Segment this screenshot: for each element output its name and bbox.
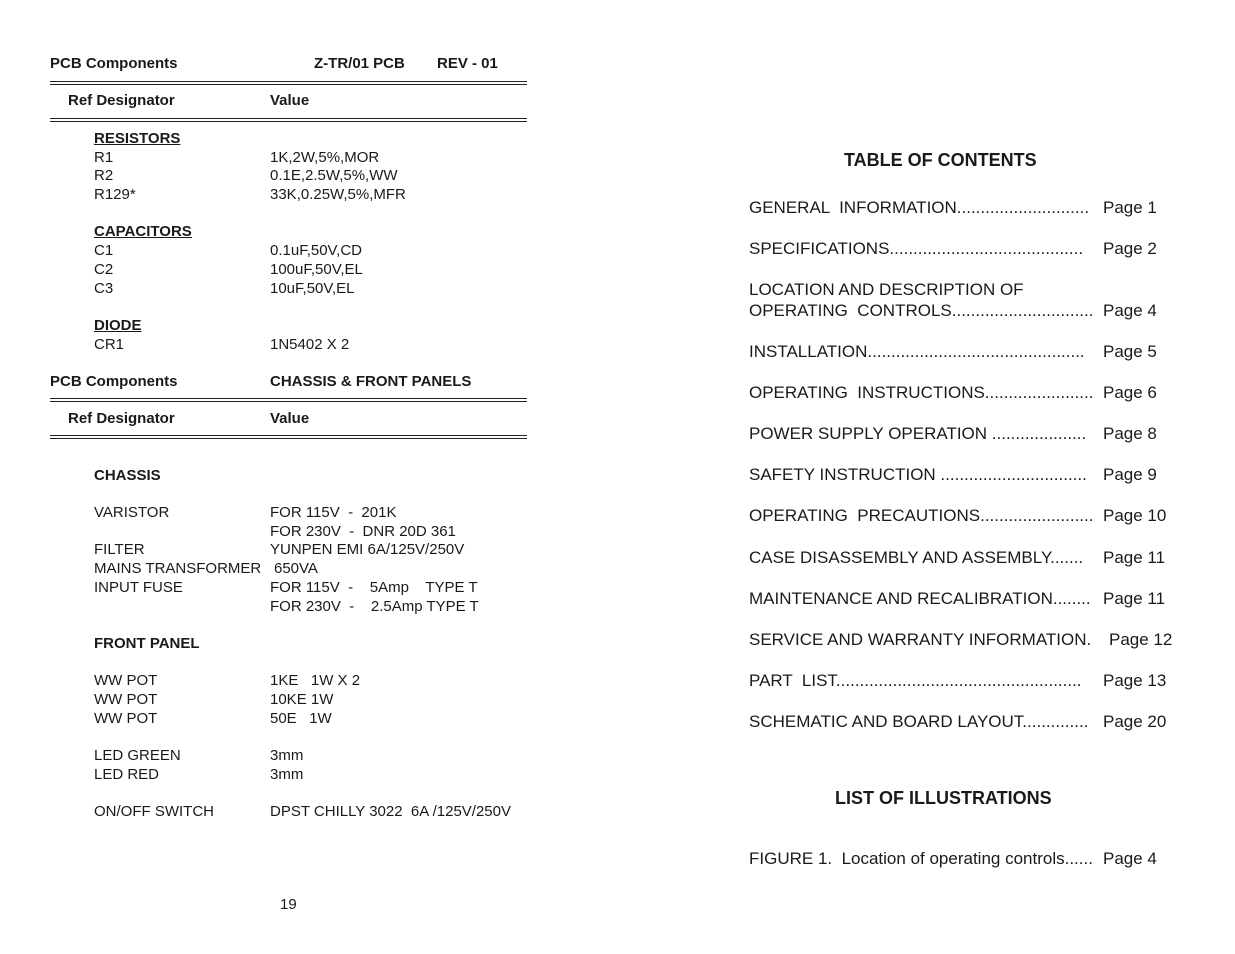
component-ref: WW POT [94, 710, 158, 727]
component-value: 1KE 1W X 2 [270, 672, 361, 689]
component-value: FOR 115V - 5Amp TYPE T [270, 579, 478, 596]
toc-entry: SPECIFICATIONS......................................... [749, 239, 1084, 258]
ref-designator-header: Ref Designator [68, 410, 175, 427]
double-rule [50, 435, 527, 439]
toc-title: TABLE OF CONTENTS [844, 150, 1037, 170]
component-value: 50E 1W [270, 710, 332, 727]
double-rule [50, 118, 527, 122]
toc-entry: SERVICE AND WARRANTY INFORMATION. [749, 630, 1092, 649]
component-value: 3mm [270, 766, 304, 783]
component-ref: INPUT FUSE [94, 579, 183, 596]
component-ref: LED RED [94, 766, 160, 783]
toc-page: Page 11 [1103, 548, 1166, 567]
component-value: 650VA [274, 560, 318, 577]
toc-page: Page 1 [1103, 198, 1157, 217]
component-ref: R2 [94, 167, 114, 184]
component-ref: WW POT [94, 691, 158, 708]
toc-entry: LOCATION AND DESCRIPTION OF [749, 280, 1024, 299]
component-value: 33K,0.25W,5%,MFR [270, 186, 406, 203]
component-value: YUNPEN EMI 6A/125V/250V [270, 541, 465, 558]
component-ref: C2 [94, 261, 114, 278]
toc-page: Page 8 [1103, 424, 1157, 443]
toc-entry: GENERAL INFORMATION............................ [749, 198, 1090, 217]
component-value: 10uF,50V,EL [270, 280, 355, 297]
figure-page: Page 4 [1103, 849, 1157, 868]
toc-page: Page 9 [1103, 465, 1157, 484]
toc-entry: SCHEMATIC AND BOARD LAYOUT.............. [749, 712, 1089, 731]
component-value: 1N5402 X 2 [270, 336, 350, 353]
component-ref: ON/OFF SWITCH [94, 803, 214, 820]
chassis-heading: CHASSIS [94, 467, 161, 484]
toc-entry: OPERATING INSTRUCTIONS....................... [749, 383, 1094, 402]
toc-entry: SAFETY INSTRUCTION ............................... [749, 465, 1087, 484]
component-value: 100uF,50V,EL [270, 261, 363, 278]
component-value: 10KE 1W [270, 691, 334, 708]
page-number: 19 [280, 896, 297, 913]
value-header: Value [270, 92, 310, 109]
toc-entry: CASE DISASSEMBLY AND ASSEMBLY....... [749, 548, 1084, 567]
toc-page: Page 12 [1109, 630, 1173, 649]
capacitors-heading: CAPACITORS [94, 223, 192, 240]
component-value: 1K,2W,5%,MOR [270, 149, 380, 166]
figure-entry: FIGURE 1. Location of operating controls...... [749, 849, 1093, 868]
component-ref: FILTER [94, 541, 145, 558]
toc-page: Page 4 [1103, 301, 1157, 320]
toc-page: Page 20 [1103, 712, 1167, 731]
value-header: Value [270, 410, 310, 427]
component-value: 0.1E,2.5W,5%,WW [270, 167, 398, 184]
pcb-components-label: PCB Components [50, 373, 178, 390]
component-ref: C3 [94, 280, 114, 297]
ref-designator-header: Ref Designator [68, 92, 175, 109]
component-value: FOR 115V - 201K [270, 504, 397, 521]
pcb-model: Z-TR/01 PCB [314, 55, 405, 72]
toc-page: Page 13 [1103, 671, 1167, 690]
component-value: FOR 230V - DNR 20D 361 [270, 523, 456, 540]
toc-entry: MAINTENANCE AND RECALIBRATION........ [749, 589, 1091, 608]
toc-page: Page 11 [1103, 589, 1166, 608]
front-panel-heading: FRONT PANEL [94, 635, 200, 652]
toc-entry: OPERATING PRECAUTIONS........................ [749, 506, 1094, 525]
component-ref: LED GREEN [94, 747, 181, 764]
illustrations-title: LIST OF ILLUSTRATIONS [835, 788, 1052, 808]
toc-page: Page 5 [1103, 342, 1157, 361]
toc-page: Page 6 [1103, 383, 1157, 402]
component-ref: VARISTOR [94, 504, 170, 521]
toc-page: Page 10 [1103, 506, 1167, 525]
double-rule [50, 398, 527, 402]
double-rule [50, 81, 527, 85]
chassis-front-panels-title: CHASSIS & FRONT PANELS [270, 373, 472, 390]
component-value: DPST CHILLY 3022 6A /125V/250V [270, 803, 511, 820]
component-ref: MAINS TRANSFORMER [94, 560, 262, 577]
toc-entry: OPERATING CONTROLS.............................. [749, 301, 1094, 320]
diode-heading: DIODE [94, 317, 142, 334]
component-value: FOR 230V - 2.5Amp TYPE T [270, 598, 479, 615]
component-ref: R1 [94, 149, 114, 166]
pcb-revision: REV - 01 [437, 55, 498, 72]
component-value: 3mm [270, 747, 304, 764]
toc-entry: POWER SUPPLY OPERATION .................... [749, 424, 1087, 443]
toc-entry: INSTALLATION.............................................. [749, 342, 1085, 361]
toc-entry: PART LIST.................................................... [749, 671, 1082, 690]
resistors-heading: RESISTORS [94, 130, 181, 147]
component-ref: R129* [94, 186, 136, 203]
component-ref: CR1 [94, 336, 125, 353]
toc-page: Page 2 [1103, 239, 1157, 258]
component-value: 0.1uF,50V,CD [270, 242, 363, 259]
pcb-components-label: PCB Components [50, 55, 178, 72]
component-ref: C1 [94, 242, 114, 259]
component-ref: WW POT [94, 672, 158, 689]
